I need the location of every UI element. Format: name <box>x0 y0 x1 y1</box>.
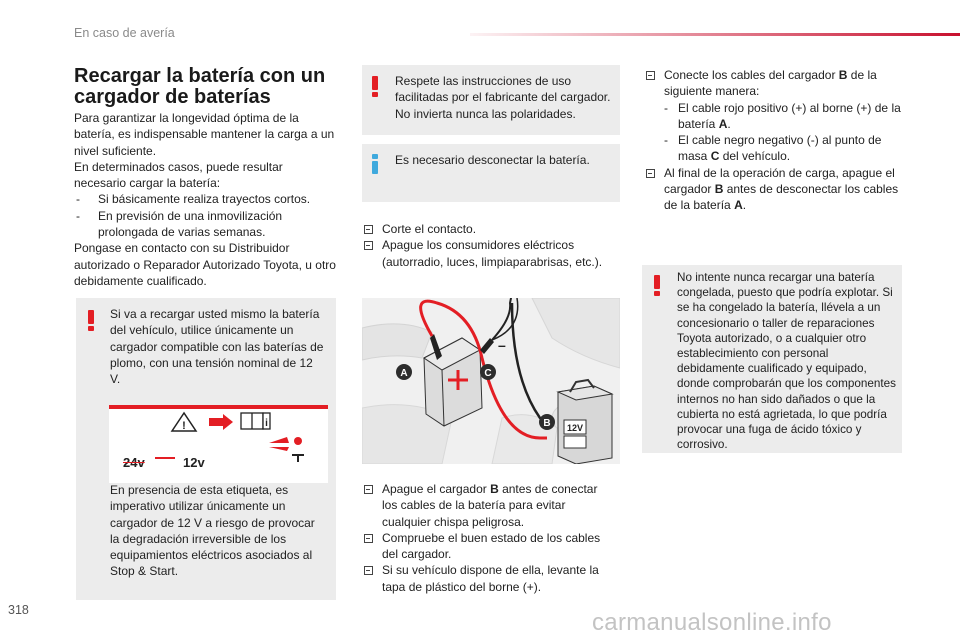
sub-list-item: - El cable rojo positivo (+) al borne (+) de la batería A. <box>664 100 906 133</box>
intro-paragraph: Para garantizar la longevidad óptima de la batería, es indispensable mantener la carga a un nivel suficiente. <box>74 111 335 158</box>
sub-list-item: - El cable negro negativo (-) al punto de masa C del vehículo. <box>664 132 906 165</box>
checkbox-bullet-icon <box>364 534 373 543</box>
list-item: Corte el contacto. <box>364 221 620 237</box>
label-a: A <box>400 368 408 379</box>
list-item: - Si básicamente realiza trayectos cortos. <box>74 191 336 207</box>
svg-text:i: i <box>265 418 268 429</box>
label-warning-text: En presencia de esta etiqueta, es imperativo utilizar únicamente un cargador de 12 V a riesgo de provocar la degradación irreversible de los equipamientos eléctricos asociados al Stop & Start. <box>110 483 315 579</box>
list-item: Compruebe el buen estado de los cables del cargador. <box>364 530 616 563</box>
checkbox-bullet-icon <box>364 225 373 234</box>
arrow-icon <box>155 457 175 459</box>
intro-paragraph: En determinados casos, puede resultar necesario cargar la batería: <box>74 159 283 191</box>
list-item: Apague los consumidores eléctricos (autorradio, luces, limpiaparabrisas, etc.). <box>364 237 620 270</box>
warning-icon <box>88 310 94 331</box>
checkbox-bullet-icon <box>364 485 373 494</box>
list-item: Conecte los cables del cargador B de la siguiente manera: - El cable rojo positivo (+) al borne (+) de la batería A. - El cable negro negativo (-) al punto de masa C del vehículo. <box>646 67 906 165</box>
list-item: Al final de la operación de carga, apague el cargador B antes de desconectar los cables de la batería A. <box>646 165 906 214</box>
intro-section <box>74 110 336 289</box>
sub-list <box>664 100 906 165</box>
checkbox-bullet-icon <box>364 566 373 575</box>
checkbox-bullet-icon <box>364 241 373 250</box>
header-rule <box>470 33 960 36</box>
steps-list-top <box>364 221 620 270</box>
warning-icon <box>372 76 378 97</box>
warning-text: Si va a recargar usted mismo la batería del vehículo, utilice únicamente un cargador compatible con las baterías de plomo, con una tensión nominal de 12 V. <box>110 307 324 387</box>
battery-charging-illustration <box>362 298 620 464</box>
list-item: - En previsión de una inmovilización prolongada de varias semanas. <box>74 208 336 241</box>
label-graphic <box>109 405 328 483</box>
info-text: Es necesario desconectar la batería. <box>395 153 590 167</box>
list-item: Apague el cargador B antes de conectar los cables de la batería para evitar cualquier chispa peligrosa. <box>364 481 616 530</box>
engine-bay-drawing <box>362 298 620 464</box>
svg-text:!: ! <box>182 420 186 432</box>
warning-text: No intente nunca recargar una batería congelada, puesto que podría explotar. Si se ha congelado la batería, llévela a un concesionario o taller de reparaciones Toyota autorizado, o a cualquier otro establecimiento con personal debidamente cualificado y equipado, donde comprobarán que los componentes internos no han sido dañados o que la cubierta no está agrietada, lo que podría provocar una fuga de ácido tóxico y corrosivo. <box>677 271 896 452</box>
page-number: 318 <box>8 603 29 617</box>
section-header: En caso de avería <box>74 26 175 40</box>
intro-paragraph: Pongase en contacto con su Distribuidor autorizado o Reparador Autorizado Toyota, u otro debidamente cualificado. <box>74 241 336 288</box>
page-title: Recargar la batería con un cargador de baterías <box>74 65 326 108</box>
info-icon <box>372 154 378 174</box>
label-24v: 24v <box>123 455 145 470</box>
label-c: C <box>484 368 492 379</box>
minus-symbol: – <box>498 337 506 353</box>
label-b: B <box>543 418 551 429</box>
steps-list-bottom <box>364 481 616 595</box>
voltage-warning-label <box>109 405 328 483</box>
list-item: Si su vehículo dispone de ella, levante la tapa de plástico del borne (+). <box>364 562 616 595</box>
steps-list-right <box>646 67 906 214</box>
intro-list <box>74 191 336 240</box>
charger-voltage-label: 12V <box>566 423 584 433</box>
warning-icon <box>654 275 660 296</box>
label-12v: 12v <box>183 455 205 470</box>
checkbox-bullet-icon <box>646 169 655 178</box>
warning-text: Respete las instrucciones de uso facilitadas por el fabricante del cargador. No invierta nunca las polaridades. <box>395 74 611 121</box>
watermark: carmanualsonline.info <box>592 609 832 636</box>
checkbox-bullet-icon <box>646 71 655 80</box>
